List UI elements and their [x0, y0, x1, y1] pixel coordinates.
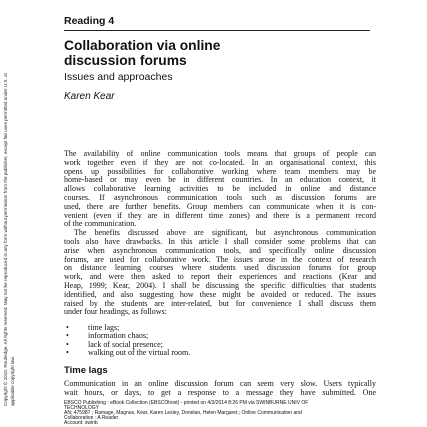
copyright-notice-line: applicable copyright law. [10, 356, 15, 406]
section-heading: Time lags [64, 365, 108, 376]
article-title-line: Collaboration via online [64, 38, 221, 53]
article-subtitle: Issues and approaches [64, 71, 173, 83]
text-line: under four headings, as follows: [64, 307, 167, 317]
list-item [64, 349, 376, 357]
text-line: work together even if they are not co-located. In an organisational context, this [64, 157, 376, 167]
text-line: opens up possibilities for collaborative working where team members may be [64, 166, 376, 176]
bullet-marker: • [66, 348, 69, 358]
list-item-text: information chaos; [88, 331, 149, 341]
text-line: raised by the students are inter-related, but for convenience I shall discuss them [64, 298, 376, 308]
text-line: Communication in an online discussion forum can seem very slow. Users typically [64, 379, 376, 388]
bullet-marker: • [66, 323, 69, 332]
text-line: identified, and also suggesting how these might be avoided or reduced. The issues [64, 289, 376, 299]
list-item-text: lack of social presence; [88, 339, 163, 349]
reading-label: Reading 4 [64, 15, 115, 27]
footer-line: AN: 475987 ; Ramage, Magnus, Kear, Karen Lesley, Donelan, Helen Margaret.; Online Communication and [64, 410, 302, 417]
paragraph [64, 229, 376, 317]
text-line: The benefits discussed above are significant, but asynchronous communication [74, 228, 376, 238]
ebsco-footer [64, 401, 308, 426]
paragraph [64, 150, 376, 229]
list-item-text: time lags; [88, 323, 120, 332]
text-line: home-based or may even be in different countries. In an education context, it [64, 175, 376, 185]
article-body [64, 150, 376, 317]
text-line: tools also have drawbacks. In this article I shall consider some problems that can [64, 236, 376, 246]
footer-line: EBSCO Publishing : eBook Collection (EBSCOhost) - printed on 4/3/2014 8:26 PM via SWINBURNE UNIV OF [64, 400, 309, 406]
article-title-line: discussion forums [64, 53, 187, 68]
text-line: allows collaborative learning activities to be included in online and distance [64, 184, 376, 194]
text-line: forums, are used for collaborative work. The issues arose in the context of research [64, 254, 376, 264]
text-line: courses. If asynchronous communication tools such as discussion forums are [64, 192, 376, 202]
article-author: Karen Kear [64, 91, 115, 102]
list-item-text: walking out of the virtual room. [88, 348, 191, 358]
bullet-list [64, 324, 376, 358]
text-line: used, there are further benefits. Group members can communicate when it is con- [64, 201, 376, 211]
copyright-notice-line: Copyright © 2010. Routledge. All rights reserved. May not be reproduced in any form without permission from the publisher, except fair uses permitted under U.S. or [3, 72, 8, 406]
header-rule [64, 30, 370, 31]
section-body [64, 380, 376, 398]
footer-line: TECHNOLOGY [64, 405, 100, 412]
text-line: wait hours, or days, to get a response to a message they have submitted. One [64, 387, 376, 397]
text-line: work, and were then asked to report their experiences and reactions (Kear and [64, 272, 376, 282]
text-line: on distance learning courses where students used discussion forums for group [64, 263, 376, 273]
text-line: The availability of online communication tools means that groups of people can [64, 149, 376, 158]
bullet-marker: • [66, 331, 69, 341]
footer-line: Collaboration : A Reader [64, 415, 119, 422]
copyright-notice [2, 21, 16, 406]
bullet-marker: • [66, 339, 69, 349]
text-line: of the communication. [64, 219, 137, 229]
text-line: venient (even if they are in different time zones) and there is a permanent record [64, 210, 376, 220]
text-line: arise when asynchronous communication tools, and specifically online discussion [64, 245, 376, 255]
text-line: Heap, 1999; Kear, 2004). I shall be discussing the specific difficulties that students [64, 280, 376, 290]
article-title [64, 38, 220, 68]
footer-line: Account: swinb [64, 420, 98, 427]
